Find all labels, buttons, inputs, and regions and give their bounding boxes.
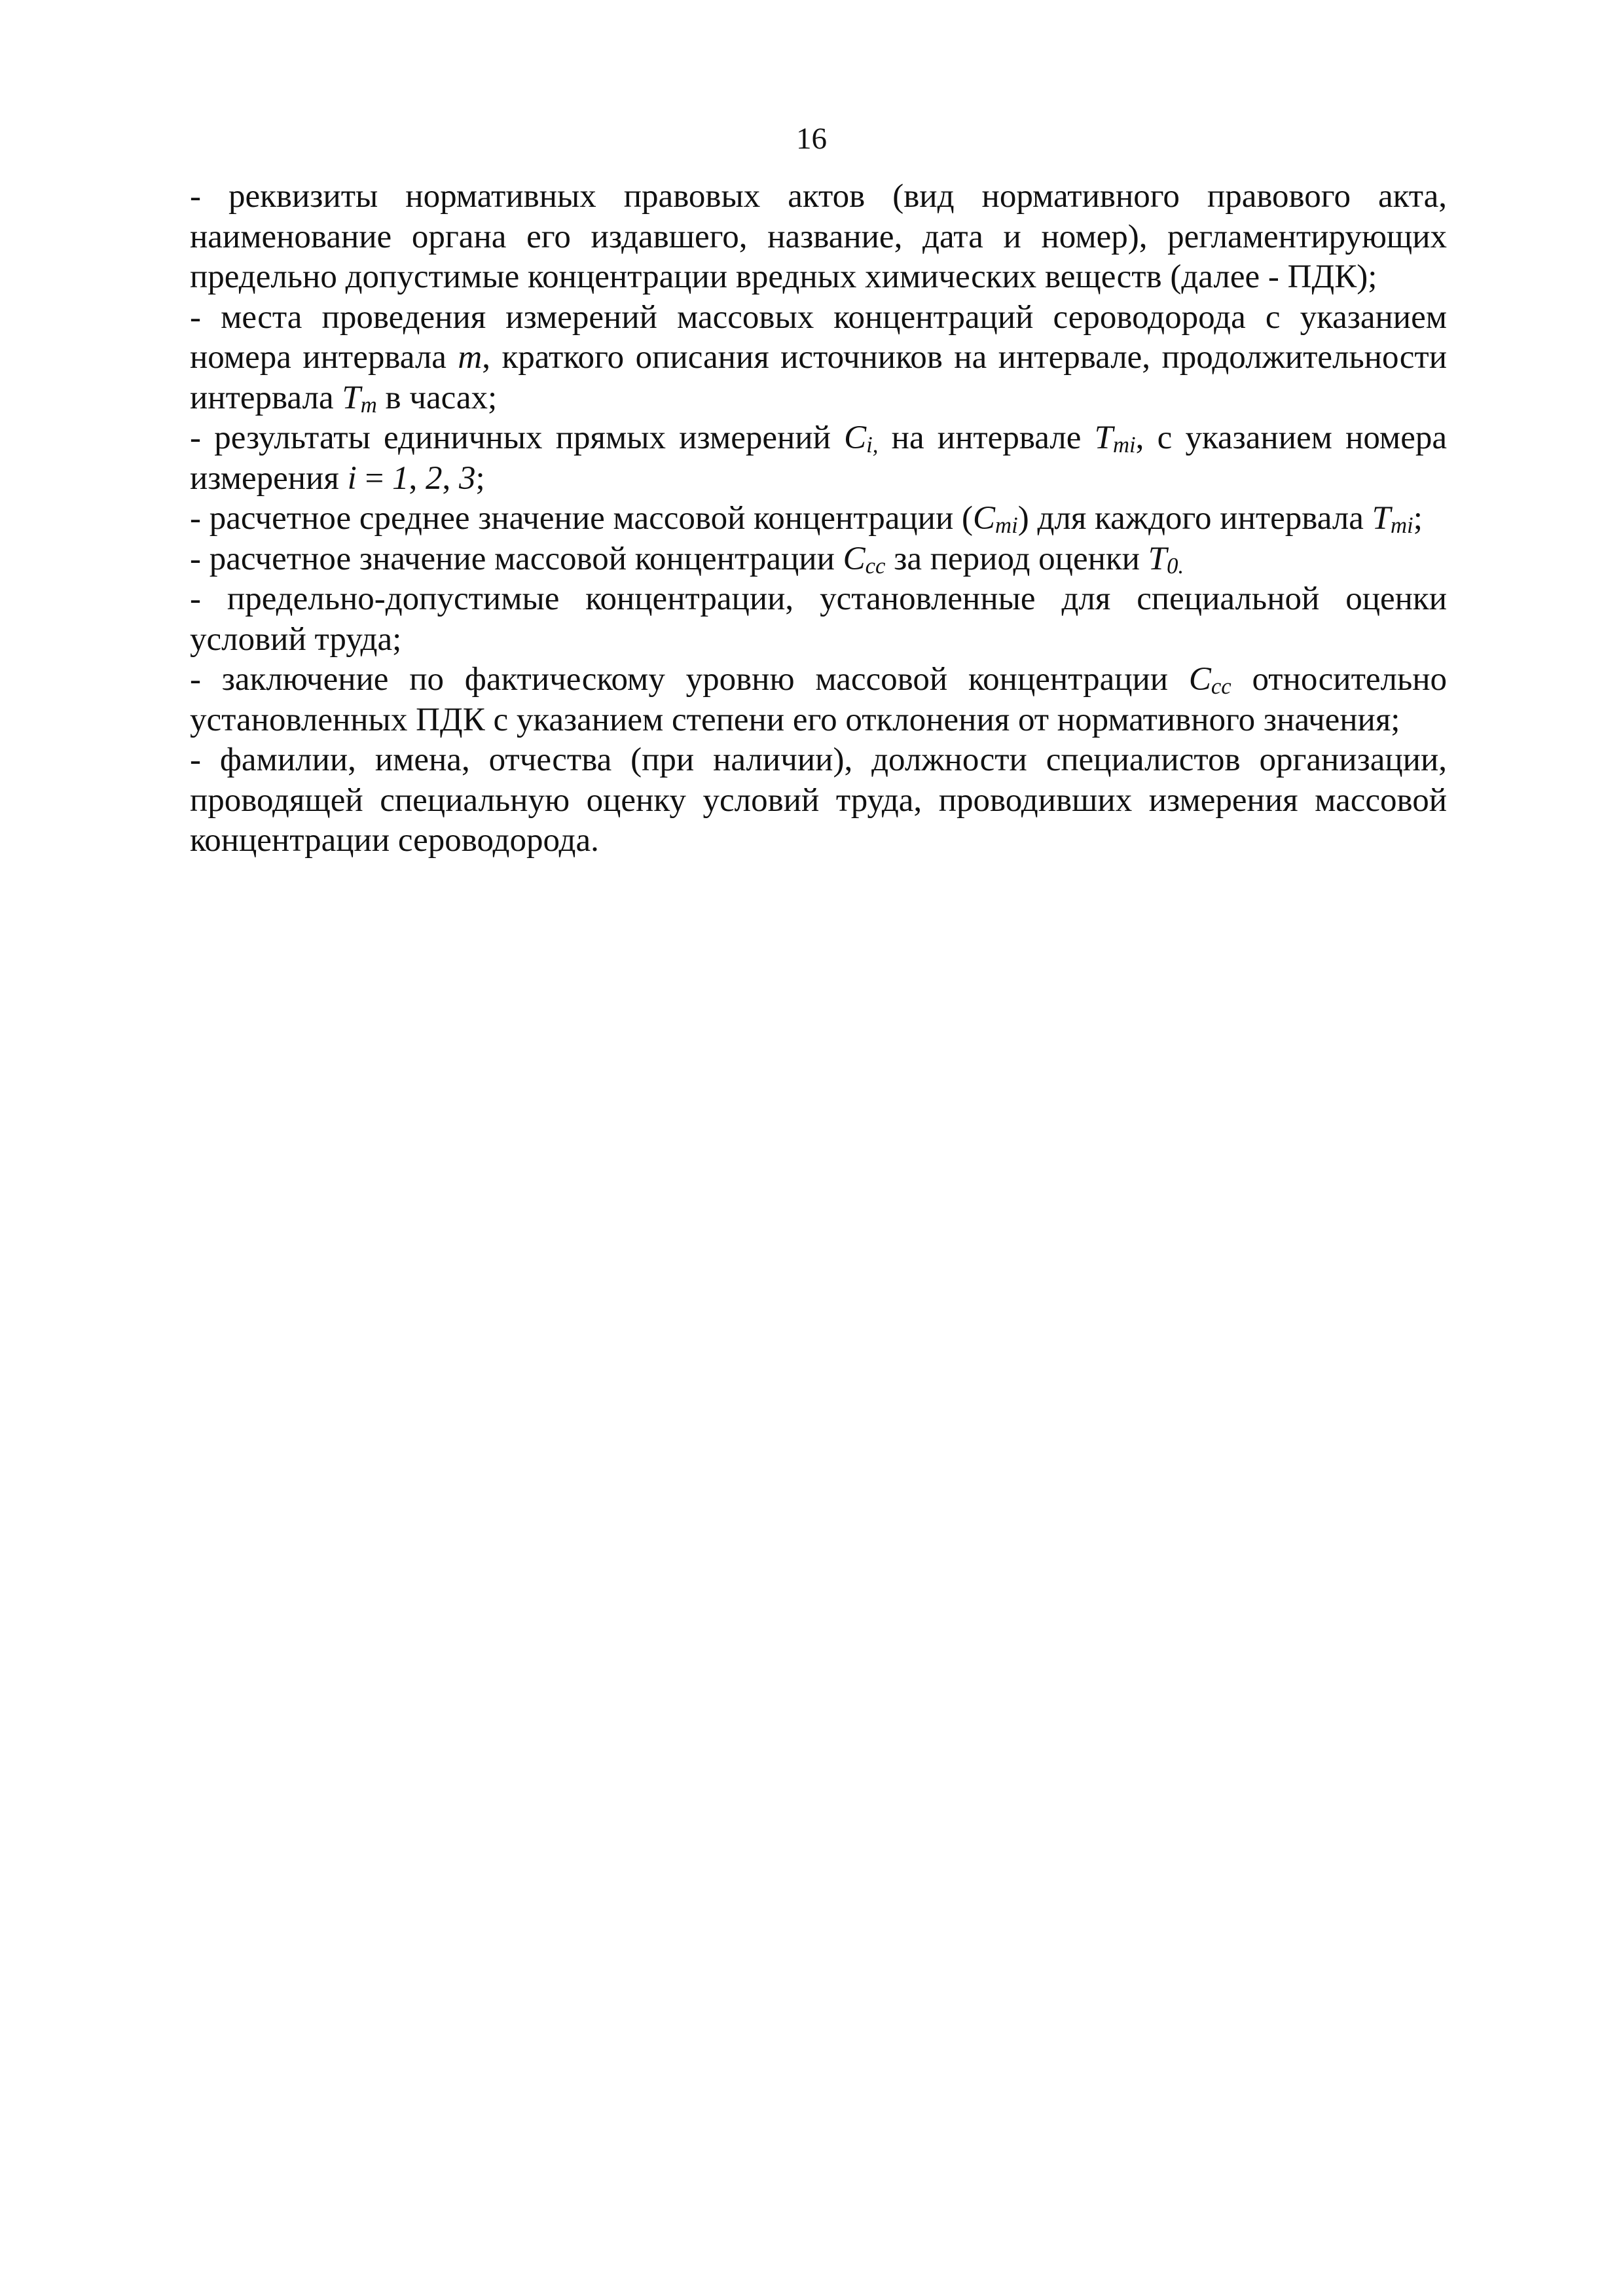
text-run: ) для каждого интервала	[1017, 500, 1372, 537]
text-run: - расчетное среднее значение массовой концентрации (	[190, 500, 973, 537]
list-item-calculated	[190, 539, 1447, 580]
list-item-specialists	[190, 740, 1455, 861]
document-body	[190, 177, 1455, 861]
text-run: в часах;	[376, 379, 498, 416]
text-run: относительно установленных ПДК с указанием степени его отклонения от нормативного значения;	[190, 661, 1455, 738]
math-variable: i	[347, 459, 357, 497]
list-item-mean	[190, 499, 1447, 539]
text-run: на интервале	[878, 420, 1095, 456]
math-number: 1	[392, 459, 409, 497]
math-subscript: 0.	[1167, 552, 1184, 579]
math-number: 2	[426, 459, 443, 497]
text-run: - фамилии, имена, отчества (при наличии), должности специалистов организации, проводящей специальную оценку условий труда, проводивших измерения массовой концентрации сероводорода.	[190, 742, 1455, 859]
text-run: за период оценки	[885, 540, 1148, 577]
text-run: - расчетное значение массовой концентрации	[190, 540, 843, 577]
math-variable: C	[1188, 661, 1211, 698]
text-run: - результаты единичных прямых измерений	[190, 420, 845, 456]
text-run: , с указанием номера измерения	[190, 420, 1455, 497]
math-variable: C	[843, 540, 866, 577]
text-run: ,	[409, 459, 426, 497]
math-variable: T	[1372, 500, 1391, 537]
page-number: 16	[796, 122, 827, 156]
math-subscript: cc	[1211, 673, 1231, 700]
list-item-limits	[190, 579, 1455, 660]
math-subscript: i,	[866, 432, 879, 458]
text-run: ,	[442, 459, 459, 497]
math-subscript: mi	[995, 512, 1018, 539]
math-subscript: m	[360, 391, 377, 418]
list-item-places	[190, 298, 1455, 419]
text-run: - места проведения измерений массовых концентраций сероводорода с указанием номера интервала	[190, 298, 1455, 376]
text-run: , краткого описания источников на интервале, продолжительности интервала	[190, 339, 1455, 416]
math-variable: T	[1094, 420, 1113, 456]
text-run: =	[356, 459, 392, 497]
math-number: 3	[459, 459, 476, 497]
math-variable: T	[342, 379, 361, 416]
math-variable: T	[1148, 540, 1167, 577]
math-subscript: mi	[1112, 432, 1136, 458]
math-subscript: mi	[1391, 512, 1413, 539]
text-run: ;	[1413, 500, 1423, 537]
math-variable: m	[458, 339, 483, 376]
math-variable: C	[973, 500, 996, 537]
text-run: ;	[475, 459, 485, 497]
list-item-results	[190, 418, 1455, 499]
text-run: - реквизиты нормативных правовых актов (вид нормативного правового акта, наименование органа его издавшего, название, дата и номер), регламентирующих предельно допустимые концентрации вредных химических веществ (далее - ПДК);	[190, 178, 1455, 295]
math-subscript: cc	[865, 552, 886, 579]
text-run: - заключение по фактическому уровню массовой концентрации	[190, 661, 1189, 698]
math-variable: C	[844, 420, 867, 456]
list-item-requisites	[190, 177, 1455, 298]
list-item-conclusion	[190, 660, 1455, 740]
text-run: - предельно-допустимые концентрации, установленные для специальной оценки условий труда;	[190, 581, 1455, 658]
